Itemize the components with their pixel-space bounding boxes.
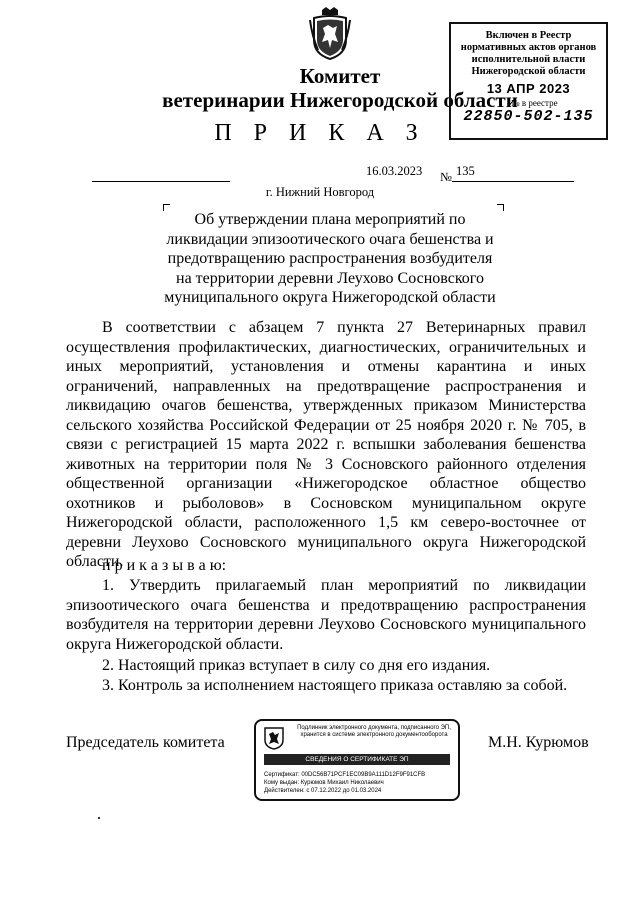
owner-label: Кому выдан: — [264, 780, 300, 786]
order-item-1 — [66, 576, 586, 654]
order-word-block — [66, 556, 586, 576]
number-line — [452, 181, 574, 182]
stamp-line3: исполнительной власти — [471, 54, 586, 65]
stamp-reg-number: 22850-502-135 — [463, 108, 594, 125]
order-item-3 — [66, 676, 586, 696]
signer-position: Председатель комитета — [66, 734, 225, 751]
signature-emblem-icon — [264, 726, 284, 750]
document-title — [150, 210, 510, 308]
date-line-left — [92, 181, 230, 182]
cert-row — [264, 772, 425, 779]
valid-label: Действителен: — [264, 788, 305, 794]
number-label: № — [440, 170, 452, 184]
org-name-line1: Комитет — [299, 64, 381, 88]
order-item-2-text: 2. Настоящий приказ вступает в силу со дня его издания. — [102, 657, 491, 674]
intro-paragraph: В соответствии с абзацем 7 пункта 27 Ветеринарных правил осуществления профилактических, диагностических, ограничительных и иных мероприятий, установления и отмены карантина и иных ограничений, направленных на предотвращение распространения и ликвидацию очагов бешенства, утвержденных приказом Министерства сельского хозяйства Российской Федерации от 25 ноября 2020 г. № 705, в связи с регистрацией 15 марта 2022 г. вспышки заболевания бешенства животных на территории поля № 3 Сосновского районного отделения общественной организации «Нижегородское областное общество охотников и рыболовов» в Сосновском муниципальном округе Нижегородской области, расположенного 1,5 км северо-восточнее от деревни Леухово Сосновского муниципального округа Нижегородской области. — [66, 319, 586, 570]
title-line5: муниципального округа Нижегородской области — [164, 289, 496, 306]
stamp-line2: нормативных актов органов — [460, 42, 597, 53]
cert-label: Сертификат: — [264, 772, 300, 778]
signer-name: М.Н. Курюмов — [488, 734, 589, 751]
stamp-line1: Включен в Реестр — [485, 30, 572, 41]
valid-value: с 07.12.2022 до 01.03.2024 — [306, 788, 382, 794]
stamp-text — [451, 30, 606, 78]
electronic-signature-box — [254, 719, 460, 801]
body-intro — [66, 318, 586, 572]
signature-box-bar: СВЕДЕНИЯ О СЕРТИФИКАТЕ ЭП — [264, 754, 450, 765]
document-type: П Р И К А З — [214, 120, 426, 146]
document-date: 16.03.2023 — [366, 164, 423, 178]
title-line1: Об утверждении плана мероприятий по — [194, 211, 466, 228]
stamp-date: 13 АПР 2023 — [486, 81, 571, 96]
owner-row — [264, 780, 384, 787]
valid-row — [264, 788, 381, 795]
title-line4: на территории деревни Леухово Сосновского — [176, 269, 484, 287]
stamp-line4: Нижегородской области — [471, 66, 586, 77]
document-city: г. Нижний Новгород — [265, 185, 375, 199]
title-line2: ликвидации эпизоотического очага бешенства и — [166, 230, 494, 248]
title-line3: предотвращению распространения возбудителя — [167, 250, 493, 267]
stamp-reg-label: № в реестре — [511, 98, 558, 108]
order-word: п р и к а з ы в а ю: — [102, 557, 227, 574]
signature-box-header: Подлинник электронного документа, подписанного ЭП, хранится в системе электронного документооборота — [297, 725, 451, 738]
document-number: 135 — [456, 164, 475, 178]
owner-value: Курюмов Михаил Николаевич — [300, 780, 384, 786]
org-name-line2: ветеринарии Нижегородской области — [162, 88, 518, 112]
coat-of-arms-emblem — [308, 6, 352, 60]
stray-mark — [98, 817, 100, 819]
order-item-3-text: 3. Контроль за исполнением настоящего приказа оставляю за собой. — [102, 677, 568, 694]
order-item-1-text: 1. Утвердить прилагаемый план мероприятий по ликвидации эпизоотического очага бешенства и предотвращению распространения возбудителя на территории деревни Леухово Сосновского муниципального округа Нижегородской области. — [66, 577, 586, 653]
order-item-2 — [66, 656, 586, 676]
cert-value: 00DC56B71PCF1EC09B9A111D12F9F91CFB — [301, 772, 426, 778]
